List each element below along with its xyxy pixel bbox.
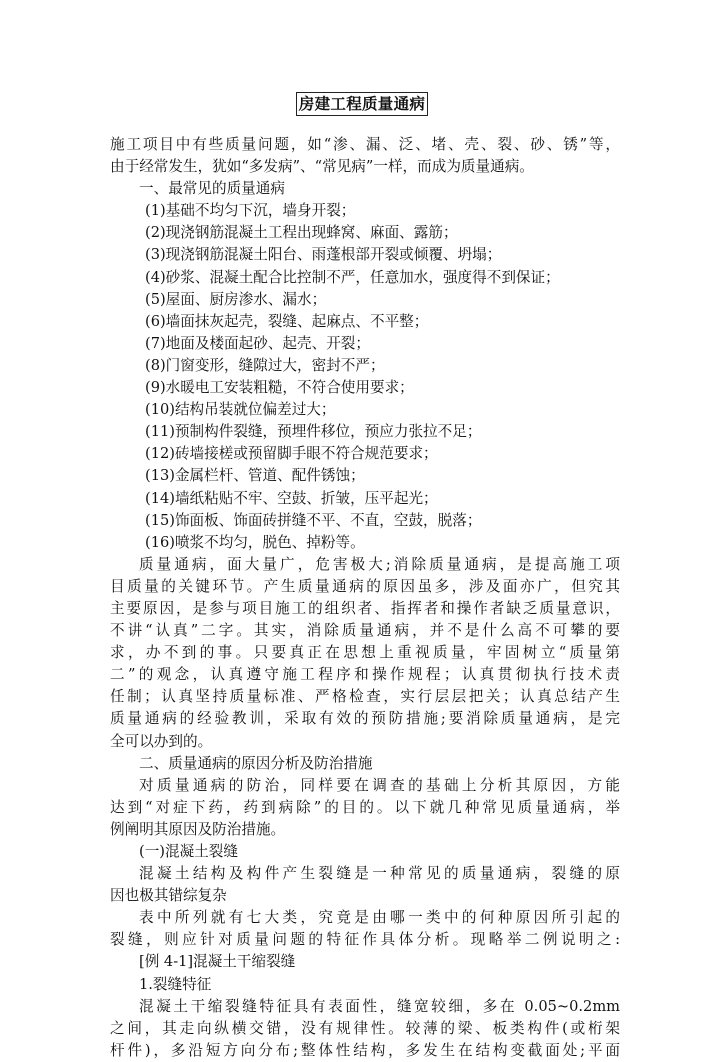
paragraph-line: 之间，其走向纵横交错，没有规律性。较薄的梁、板类构件(或桁架 [110,1019,620,1037]
list-item: (3)现浇钢筋混凝土阳台、雨蓬根部开裂或倾覆、坍塌； [145,246,502,264]
paragraph-line: 由于经常发生，犹如“多发病”、“常见病”一样，而成为质量通病。 [110,158,534,176]
section-heading: 二、质量通病的原因分析及防治措施 [139,754,373,772]
list-item: (4)砂浆、混凝土配合比控制不严，任意加水，强度得不到保证； [145,268,560,286]
paragraph-line: 全可以办到的。 [110,732,213,750]
paragraph-line: 对质量通病的防治，同样要在调查的基础上分析其原因，方能 [139,776,620,794]
list-item: (14)墙纸粘贴不牢、空鼓、折皱，压平起光； [145,489,438,507]
document-title-wrap [0,92,724,116]
paragraph-line: 混凝土干缩裂缝特征具有表面性，缝宽较细，多在 0.05~0.2mm [139,997,620,1015]
paragraph-line: 杆件)，多沿短方向分布;整体性结构，多发生在结构变截面处;平面 [110,1041,620,1059]
subsection-heading: 1.裂缝特征 [139,975,212,993]
list-item: (1)基础不均匀下沉，墙身开裂； [145,202,356,220]
paragraph-line: 因也极其错综复杂 [110,887,227,905]
paragraph-line: 求，办不到的事。只要真正在思想上重视质量，牢固树立“质量第 [110,644,620,662]
paragraph-line: 不讲“认真”二字。其实，消除质量通病，并不是什么高不可攀的要 [110,622,620,640]
paragraph-line: 目质量的关键环节。产生质量通病的原因虽多，涉及面亦广，但究其 [110,577,620,595]
section-heading: 一、最常见的质量通病 [139,180,285,198]
list-item: (11)预制构件裂缝，预埋件移位，预应力张拉不足； [145,423,482,441]
paragraph-line: 施工项目中有些质量问题，如“渗、漏、泛、堵、壳、裂、砂、锈”等， [110,136,620,153]
subsection-heading: (一)混凝土裂缝 [139,843,238,860]
document-title: 房建工程质量通病 [296,92,428,116]
list-item: (12)砖墙接槎或预留脚手眼不符合规范要求； [145,445,438,463]
list-item: (7)地面及楼面起砂、起壳、开裂； [145,334,370,352]
paragraph-line: 裂缝，则应针对质量问题的特征作具体分析。现略举二例说明之: [110,931,620,949]
paragraph-line: 达到“对症下药，药到病除”的目的。以下就几种常见质量通病，举 [110,798,620,816]
paragraph-line: 例阐明其原因及防治措施。 [110,820,286,838]
paragraph-line: 质量通病的经验教训，采取有效的预防措施;要消除质量通病，是完 [110,710,620,728]
list-item: (16)喷浆不均匀，脱色、掉粉等。 [145,533,365,551]
list-item: (6)墙面抹灰起壳，裂缝、起麻点、不平整； [145,312,429,330]
list-item: (2)现浇钢筋混凝土工程出现蜂窝、麻面、露筋； [145,224,458,242]
paragraph-line: 混凝土结构及构件产生裂缝是一种常见的质量通病，裂缝的原 [139,865,620,883]
list-item: (9)水暖电工安装粗糙，不符合使用要求； [145,379,414,397]
example-heading: [例 4-1]混凝土干缩裂缝 [139,953,296,971]
list-item: (13)金属栏杆、管道、配件锈蚀； [145,467,365,485]
paragraph-line: 主要原因，是参与项目施工的组织者、指挥者和操作者缺乏质量意识， [110,599,620,617]
paragraph-line: 表中所列就有七大类，究竟是由哪一类中的何种原因所引起的 [139,909,620,927]
list-item: (5)屋面、厨房渗水、漏水； [145,290,327,308]
list-item: (8)门窗变形，缝隙过大，密封不严； [145,356,385,374]
paragraph-line: 质量通病，面大量广，危害极大;消除质量通病，是提高施工项 [139,555,620,573]
paragraph-line: 任制；认真坚持质量标准、严格检查，实行层层把关；认真总结产生 [110,688,620,706]
paragraph-line: 二”的观念，认真遵守施工程序和操作规程；认真贯彻执行技术责 [110,666,620,684]
document-body [110,134,620,1062]
list-item: (15)饰面板、饰面砖拼缝不平、不直，空鼓，脱落； [145,511,482,529]
list-item: (10)结构吊装就位偏差过大； [145,401,336,419]
